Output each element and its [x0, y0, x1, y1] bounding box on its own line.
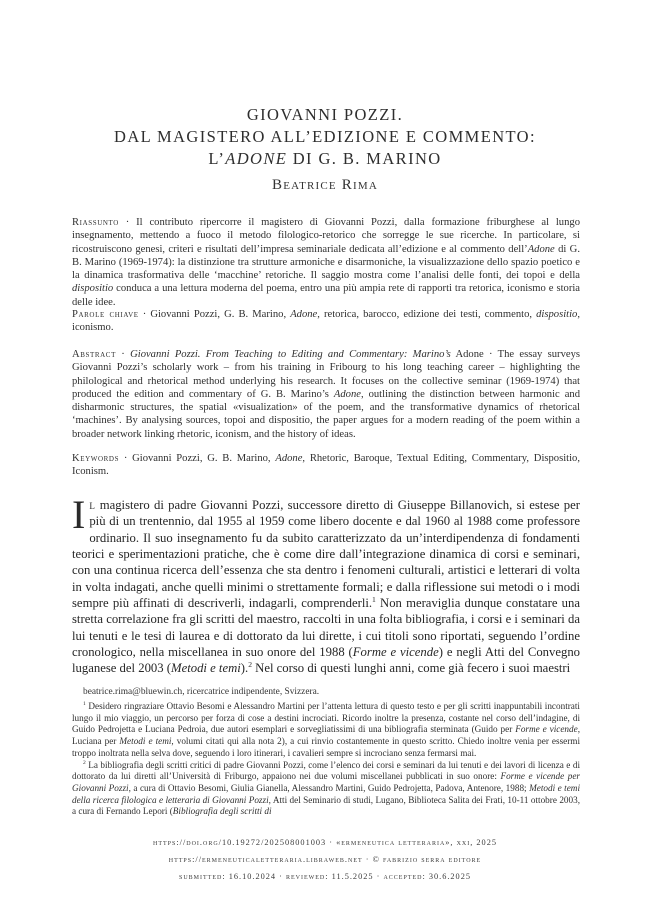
keywords-label: Keywords: [72, 453, 120, 464]
title-line-3: L’ADONE DI G. B. MARINO: [208, 149, 442, 168]
abstract-label: Abstract: [72, 349, 116, 360]
parole-chiave-label: Parole chiave: [72, 309, 139, 320]
body-text: Il magistero di padre Giovanni Pozzi, successore diretto di Giuseppe Billanovich, si estese per più di un trentennio, dal 1955 al 1959 come libero docente e dal 1960 al 1988 come professore ordinario. Il suo insegnamento fu da subito caratterizzato da un’interdipendenza di fondamenti teorici e sperimentazioni pratiche, che è come dire dall’integrazione dinamica di corsi e seminari, con una continua ricerca dell’essenza che sta dentro i fenomeni culturali, artistici e letterari di volta in volta indagati, anche quelli minimi o strettamente formali; e dalla riflessione sui metodi o i modi sempre più affinati di descriverli, indagarli, comprenderli.$^1$ Non meraviglia dunque constatare una stretta correlazione fra gli scritti del maestro, raccolti in una folta bibliografia, i corsi e i seminari da lui tenuti e le tesi di laurea e di dottorato da lui dirette, i cui titoli sono riportati, seguendo l’ordine cronologico, nella miscellanea in suo onore del 1988 (Forme e vicende) e negli Atti del Convegno luganese del 2003 (Metodi e temi).$^2$ Nel corso di questi lunghi anni, come già fecero i suoi maestri: [72, 492, 581, 676]
riassunto: Riassunto · Il contributo ripercorre il magistero di Giovanni Pozzi, dalla formazione friburghese al lungo insegnamento, mettendo a fuoco il metodo filologico-retorico che sorregge le sue ricerche. In particolare, si ricostruiscono genesi, criteri e risultati dell’impresa seminariale dedicata all’edizione e al commento dell’Adone di G. B. Marino (1969-1974): la distinzione tra strutture armoniche e disarmoniche, la visualizzazione dello spazio poetico e la dinamica trasformativa delle ‘macchine’ retoriche. Il saggio mostra come l’analisi delle fonti, dei topoi e della dispositio conduca a una lettura moderna del poema, entro una più ampia rete di rapporti tra retorica, iconismo e storia delle idee.: [72, 217, 580, 308]
drop-cap: I: [72, 492, 86, 537]
keywords: Keywords · Giovanni Pozzi, G. B. Marino, Adone, Rhetoric, Baroque, Textual Editing, Commentary, Dispositio, Iconism.: [72, 453, 581, 478]
footer-dates: submitted: 16.10.2024 · reviewed: 11.5.2025 · accepted: 30.6.2025: [178, 872, 472, 881]
riassunto-label: Riassunto: [72, 217, 119, 228]
footnotes: [72, 701, 580, 818]
abstract: Abstract · Giovanni Pozzi. From Teaching to Editing and Commentary: Marino’s Adone · The essay surveys Giovanni Pozzi’s scholarly work – from his training in Fribourg to his long teaching career – highlighting the philological and rhetorical method underlying his research. It focuses on the collective seminar (1969-1974) that produced the edition and commentary of G. B. Marino’s Adone, outlining the distinction between harmonic and disharmonic structures, the spatial «visualization» of the poem, and the transformative dynamics of rhetorical ‘machines’. By analysing sources, topoi and dispositio, the paper argues for a modern reading of the poem within a broader network linking rhetoric, iconism, and the history of ideas.: [72, 349, 581, 440]
title-line-1: GIOVANNI POZZI.: [246, 105, 404, 124]
footnote-2: $^2$ La bibliografia degli scritti critici di padre Giovanni Pozzi, come l’elenco dei corsi e seminari da lui tenuti e dei lavori di licenza e di dottorato da lui diretti all’Università di Friburgo, appaiono nei due volumi miscellanei pubblicati in suo onore: Forme e vicende per Giovanni Pozzi, a cura di Ottavio Besomi, Giulia Gianella, Alessandro Martini, Guido Pedrojetta, Padova, Antenore, 1988; Metodi e temi della ricerca filologica e letteraria di Giovanni Pozzi, Atti del Seminario di studi, Lugano, Biblioteca Salita dei Frati, 10-11 ottobre 2003, a cura di Fernando Lepori (Bibliografia degli scritti di: [72, 759, 581, 817]
article-author: Beatrice Rima: [272, 177, 378, 193]
footer-doi[interactable]: https://doi.org/10.19272/202508001003 · «ermeneutica letteraria», xxi, 2025: [153, 838, 497, 847]
footer-website[interactable]: https://ermeneuticaletteraria.libraweb.net · © fabrizio serra editore: [168, 855, 482, 864]
footnote-ref-1[interactable]: 1: [372, 594, 376, 604]
title-line-2: DAL MAGISTERO ALL’EDIZIONE E COMMENTO:: [114, 127, 536, 146]
author-email: beatrice.rima@bluewin.ch, ricercatrice indipendente, Svizzera.: [83, 687, 320, 697]
parole-chiave: Parole chiave · Giovanni Pozzi, G. B. Marino, Adone, retorica, barocco, edizione dei testi, commento, dispositio, iconismo.: [72, 309, 580, 334]
article-title: [0, 104, 650, 170]
footnote-1: $^1$ Desidero ringraziare Ottavio Besomi e Alessandro Martini per l’attenta lettura di questo testo e per gli scritti inappuntabili incontrati lungo il mio viaggio, un percorso per forza di cose a destini incrociati. Ricordo inoltre la presenza, costante nel corso dell’indagine, di Guido Pedrojetta e Luciana Pedroia, due autori esemplari e sorvegliatissimi di una bibliografia sterminata (Guido per Forme e vicende, Luciana per Metodi e temi, volumi citati qui alla nota 2), a cui rinvio costantemente in questo scritto. Chiedo inoltre venia per essermi troppo inoltrata nella selva dove, seguendo i loro itinerari, i cavalieri sempre si incrociano senza fermarsi mai.: [72, 700, 580, 758]
footnote-ref-2[interactable]: 2: [248, 660, 252, 670]
